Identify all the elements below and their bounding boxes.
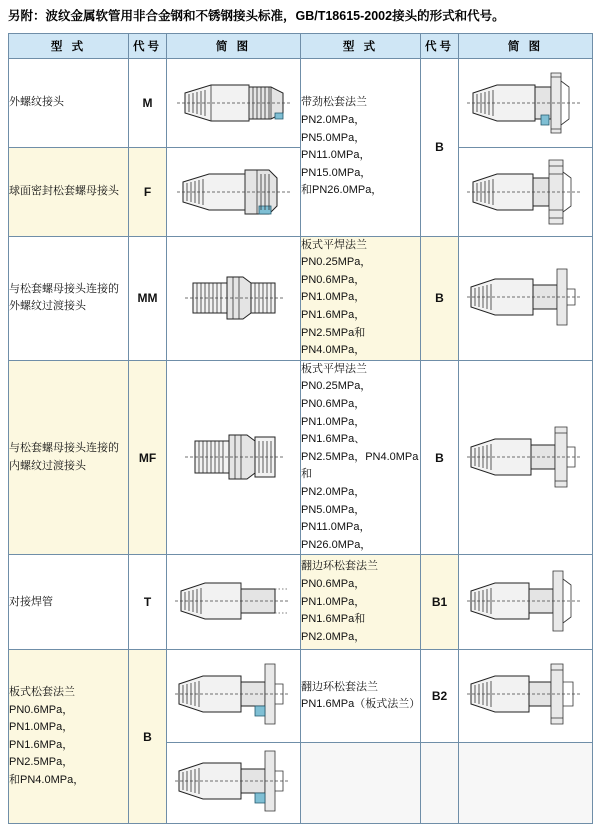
plate-loose-flange-alt-icon — [171, 745, 297, 821]
code-cell: B — [421, 236, 459, 360]
type-cell: 板式平焊法兰 PN0.25MPa，PN0.6MPa， PN1.0MPa，PN1.6MPa， PN2.5MPa和PN4.0MPa， — [301, 236, 421, 360]
ribbed-loose-flange-alt-icon — [463, 152, 589, 232]
header-figure-left: 简 图 — [167, 33, 301, 58]
code-cell: B — [421, 360, 459, 555]
code-cell: F — [129, 147, 167, 236]
code-cell: T — [129, 555, 167, 650]
figure-cell-external-thread-joint — [167, 58, 301, 147]
lap-joint-flange-2-icon — [463, 652, 589, 740]
plate-slip-on-welding-flange-1-icon — [463, 259, 589, 337]
ribbed-loose-flange-icon — [463, 63, 589, 143]
type-cell: 板式平焊法兰 PN0.25MPa，PN0.6MPa， PN1.0MPa，PN1.6MPa、 PN2.5MPa，PN4.0MPa和 PN2.0MPa，PN5.0MPa， PN11.0MPa，PN26.0MPa， — [301, 360, 421, 555]
type-cell: 对接焊管 — [9, 555, 129, 650]
spacer-cell-type — [301, 743, 421, 824]
code-cell: MF — [129, 360, 167, 555]
spherical-seal-union-nut-joint-icon — [171, 152, 297, 232]
spacer-cell-figure — [459, 743, 593, 824]
figure-cell-ribbed-loose-flange — [459, 58, 593, 147]
type-cell: 板式松套法兰 PN0.6MPa，PN1.0MPa， PN1.6MPa，PN2.5MPa， 和PN4.0MPa， — [9, 650, 129, 824]
table-body — [9, 58, 593, 824]
table-row — [9, 360, 593, 555]
table-row — [9, 58, 593, 147]
code-cell: B — [129, 650, 167, 824]
header-type-right: 型 式 — [301, 33, 421, 58]
code-cell: B — [421, 58, 459, 236]
lap-joint-flange-1-icon — [463, 557, 589, 647]
header-type-left: 型 式 — [9, 33, 129, 58]
figure-cell-lap-joint-flange-2 — [459, 650, 593, 743]
header-code-right: 代号 — [421, 33, 459, 58]
figure-cell-spherical-seal-union-nut-joint — [167, 147, 301, 236]
figure-cell-plate-loose-flange-alt — [167, 743, 301, 824]
code-cell: B1 — [421, 555, 459, 650]
figure-cell-plate-loose-flange — [167, 650, 301, 743]
figure-cell-external-thread-transition-joint — [167, 236, 301, 360]
spacer-cell-code — [421, 743, 459, 824]
table-row — [9, 555, 593, 650]
joint-standards-table — [8, 33, 593, 824]
figure-cell-plate-slip-on-welding-flange-2 — [459, 360, 593, 555]
table-header — [9, 33, 593, 58]
figure-cell-lap-joint-flange-1 — [459, 555, 593, 650]
butt-weld-pipe-icon — [171, 557, 297, 647]
header-figure-right: 简 图 — [459, 33, 593, 58]
figure-cell-butt-weld-pipe — [167, 555, 301, 650]
type-cell: 外螺纹接头 — [9, 58, 129, 147]
internal-thread-transition-joint-icon — [171, 415, 297, 501]
external-thread-transition-joint-icon — [171, 259, 297, 337]
table-row — [9, 650, 593, 743]
figure-cell-plate-slip-on-welding-flange-1 — [459, 236, 593, 360]
page-caption: 另附：波纹金属软管用非合金钢和不锈钢接头标准，GB/T18615-2002接头的形式和代号。 — [8, 9, 505, 23]
type-cell: 球面密封松套螺母接头 — [9, 147, 129, 236]
type-cell: 翻边环松套法兰 PN0.6MPa， PN1.0MPa， PN1.6MPa和PN2.0MPa， — [301, 555, 421, 650]
figure-cell-ribbed-loose-flange-alt — [459, 147, 593, 236]
type-cell: 带劲松套法兰 PN2.0MPa， PN5.0MPa， PN11.0MPa，PN15.0MPa， 和PN26.0MPa， — [301, 58, 421, 236]
plate-slip-on-welding-flange-2-icon — [463, 415, 589, 501]
header-row — [9, 33, 593, 58]
figure-cell-internal-thread-transition-joint — [167, 360, 301, 555]
external-thread-joint-icon — [171, 63, 297, 143]
type-cell: 与松套螺母接头连接的外螺纹过渡接头 — [9, 236, 129, 360]
type-cell: 翻边环松套法兰 PN1.6MPa（板式法兰） — [301, 650, 421, 743]
table-row — [9, 236, 593, 360]
code-cell: MM — [129, 236, 167, 360]
plate-loose-flange-icon — [171, 652, 297, 740]
code-cell: B2 — [421, 650, 459, 743]
header-code-left: 代号 — [129, 33, 167, 58]
type-cell: 与松套螺母接头连接的内螺纹过渡接头 — [9, 360, 129, 555]
code-cell: M — [129, 58, 167, 147]
